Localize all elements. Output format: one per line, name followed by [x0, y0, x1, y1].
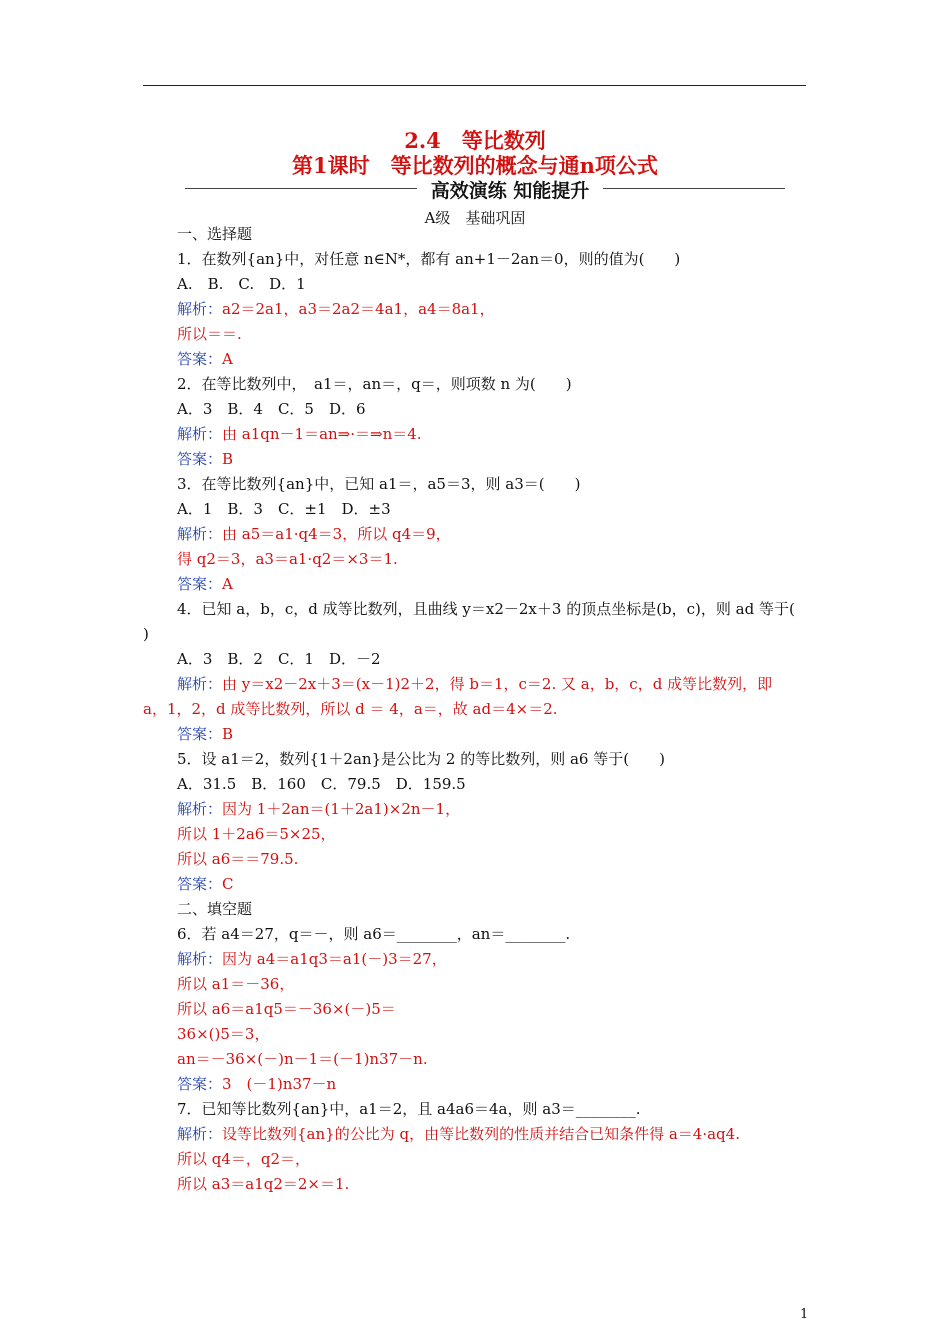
banner-text: 高效演练 知能提升	[430, 180, 590, 202]
line-text: 一、选择题	[177, 225, 253, 243]
line-text: an＝－36×(－)n－1＝(－1)n37－n.	[177, 1050, 428, 1068]
text-line	[177, 799, 460, 819]
line-text: 5．设 a1＝2，数列{1＋2an}是公比为 2 的等比数列，则 a6 等于( )	[177, 750, 665, 768]
line-label: 答案：	[177, 725, 223, 743]
text-line	[177, 974, 294, 994]
line-text: 由 a1qn－1＝an⇒·＝⇒n＝4.	[222, 425, 422, 443]
banner-rule-left	[185, 188, 417, 189]
line-text: 6．若 a4＝27，q＝－，则 a6＝________，an＝________.	[177, 925, 571, 943]
line-text: 4．已知 a，b，c，d 成等比数列，且曲线 y＝x2－2x＋3 的顶点坐标是(b，c)，则 ad 等于(	[177, 600, 795, 618]
line-text: A．3 B．4 C．5 D．6	[177, 400, 366, 418]
line-label: 解析：	[177, 425, 223, 443]
line-text: a，1，2，d 成等比数列，所以 d ＝ 4，a＝，故 ad＝4×＝2.	[143, 700, 558, 718]
text-line	[177, 249, 680, 269]
text-line	[177, 1099, 641, 1119]
text-line	[177, 774, 466, 794]
text-line	[177, 524, 451, 544]
line-text: B	[222, 450, 234, 468]
text-line	[177, 874, 234, 894]
text-line	[177, 299, 495, 319]
text-line	[177, 274, 306, 294]
header-rule	[143, 85, 806, 86]
text-line	[177, 474, 580, 494]
text-line	[177, 399, 366, 419]
line-text: A	[222, 575, 233, 593]
text-line	[177, 549, 398, 569]
line-text: 所以 a3＝a1q2＝2×＝1.	[177, 1175, 350, 1193]
line-text: 所以＝＝.	[177, 325, 242, 343]
text-line	[177, 449, 233, 469]
line-text: 所以 q4＝，q2＝，	[177, 1150, 311, 1168]
page-number: 1	[800, 1307, 809, 1322]
text-line	[177, 1049, 428, 1069]
banner	[185, 176, 785, 202]
text-line	[177, 1124, 740, 1144]
text-line	[143, 624, 149, 644]
line-text: A．31.5 B．160 C．79.5 D．159.5	[177, 775, 466, 793]
line-text: 36×()5＝3，	[177, 1025, 270, 1043]
text-line	[177, 424, 422, 444]
level-heading: A级 基础巩固	[424, 209, 526, 227]
text-line	[143, 699, 558, 719]
line-label: 答案：	[177, 450, 223, 468]
text-line	[177, 599, 795, 619]
text-line	[177, 899, 252, 919]
text-line	[177, 824, 336, 844]
line-text: )	[143, 625, 149, 643]
line-label: 解析：	[177, 300, 223, 318]
text-line	[177, 574, 233, 594]
lesson-title: 第1课时 等比数列的概念与通n项公式	[292, 153, 658, 178]
line-text: B	[222, 725, 234, 743]
line-text: 所以 a6＝＝79.5.	[177, 850, 299, 868]
line-text: A. B. C. D．1	[177, 275, 306, 293]
line-text: 3．在等比数列{an}中，已知 a1＝，a5＝3，则 a3＝( )	[177, 475, 581, 493]
line-label: 答案：	[177, 350, 223, 368]
text-line	[177, 949, 447, 969]
text-line	[177, 849, 298, 869]
line-text: 3 (－1)n37－n	[222, 1075, 337, 1093]
line-text: A．3 B．2 C．1 D．－2	[177, 650, 381, 668]
line-text: 7．已知等比数列{an}中，a1＝2，且 a4a6＝4a，则 a3＝________.	[177, 1100, 641, 1118]
line-text: 所以 a6＝a1q5＝－36×(－)5＝	[177, 1000, 396, 1018]
line-text: a2＝2a1，a3＝2a2＝4a1，a4＝8a1，	[222, 300, 495, 318]
text-line	[177, 324, 242, 344]
line-text: C	[222, 875, 234, 893]
text-line	[177, 749, 665, 769]
line-label: 解析：	[177, 675, 223, 693]
text-line	[177, 349, 233, 369]
line-label: 答案：	[177, 575, 223, 593]
line-text: 由 a5＝a1·q4＝3，所以 q4＝9，	[222, 525, 451, 543]
line-label: 解析：	[177, 950, 223, 968]
line-text: 二、填空题	[177, 900, 253, 918]
line-label: 解析：	[177, 800, 223, 818]
banner-rule-right	[603, 188, 785, 189]
text-line	[177, 374, 572, 394]
text-line	[177, 999, 396, 1019]
line-text: 因为 a4＝a1q3＝a1(－)3＝27，	[222, 950, 447, 968]
line-text: 得 q2＝3，a3＝a1·q2＝×3＝1.	[177, 550, 398, 568]
line-text: 2．在等比数列中， a1＝，an＝，q＝，则项数 n 为( )	[177, 375, 572, 393]
line-text: 因为 1＋2an＝(1＋2a1)×2n－1，	[222, 800, 461, 818]
text-line	[177, 1149, 310, 1169]
section-title: 2.4 等比数列	[404, 128, 546, 153]
text-line	[177, 1174, 349, 1194]
line-text: 由 y＝x2－2x＋3＝(x－1)2＋2，得 b＝1，c＝2. 又 a，b，c，d 成等比数列，即	[222, 675, 773, 693]
text-line	[177, 224, 252, 244]
line-text: 所以 a1＝－36，	[177, 975, 295, 993]
line-label: 解析：	[177, 1125, 223, 1143]
text-line	[177, 499, 391, 519]
line-text: A	[222, 350, 233, 368]
text-line	[177, 924, 570, 944]
line-label: 答案：	[177, 1075, 223, 1093]
text-line	[177, 649, 381, 669]
text-line	[177, 674, 772, 694]
line-label: 解析：	[177, 525, 223, 543]
line-text: 所以 1＋2a6＝5×25，	[177, 825, 336, 843]
line-text: 设等比数列{an}的公比为 q，由等比数列的性质并结合已知条件得 a＝4·aq4.	[222, 1125, 740, 1143]
line-text: 1．在数列{an}中，对任意 n∈N*，都有 an+1－2an＝0，则的值为( )	[177, 250, 681, 268]
line-text: A．1 B．3 C．±1 D．±3	[177, 500, 391, 518]
text-line	[177, 1024, 269, 1044]
text-line	[177, 1074, 336, 1094]
line-label: 答案：	[177, 875, 223, 893]
text-line	[177, 724, 233, 744]
